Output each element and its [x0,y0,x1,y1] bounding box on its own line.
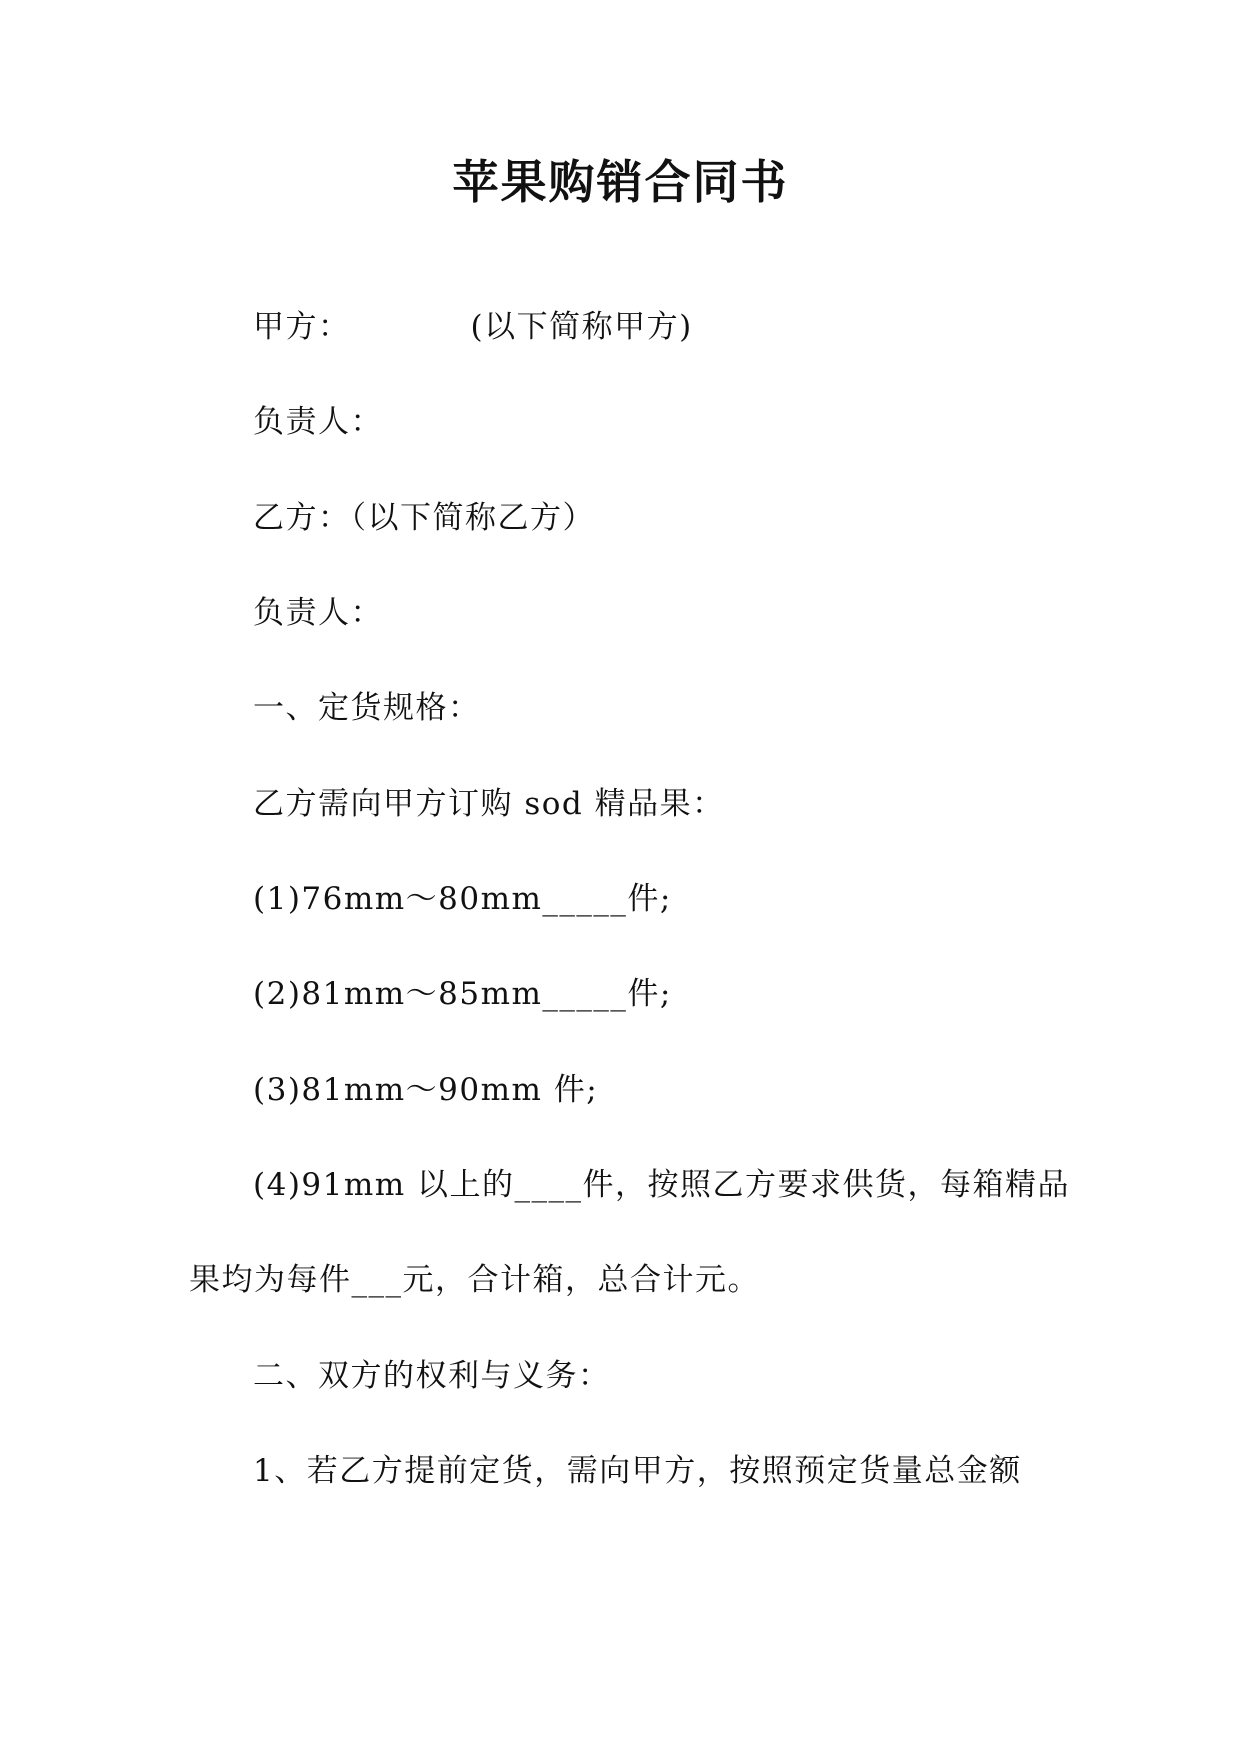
section-2-heading: 二、双方的权利与义务： [253,1358,611,1394]
party-a-note: (以下简称甲方) [470,309,693,345]
document-title: 苹果购销合同书 [452,155,789,209]
section-1-heading: 一、定货规格： [253,690,481,726]
party-b-representative: 负责人： [253,595,383,631]
spec-item-3: (3)81mm～90mm 件; [253,1072,599,1108]
spec-item-4: (4)91mm 以上的____件，按照乙方要求供货，每箱精品 [253,1167,1071,1203]
order-intro: 乙方需向甲方订购 sod 精品果： [253,786,725,822]
party-a-line [253,305,693,349]
party-a-representative: 负责人： [253,404,383,440]
party-a-label: 甲方： [253,309,351,345]
clause-1: 1、若乙方提前定货，需向甲方，按照预定货量总金额 [253,1453,1022,1489]
spec-item-1: (1)76mm～80mm_____件; [253,881,672,917]
spec-item-2: (2)81mm～85mm_____件; [253,976,672,1012]
party-b-line: 乙方：（以下简称乙方） [253,500,595,536]
spec-item-4-continued: 果均为每件___元，合计箱，总合计元。 [189,1262,760,1298]
